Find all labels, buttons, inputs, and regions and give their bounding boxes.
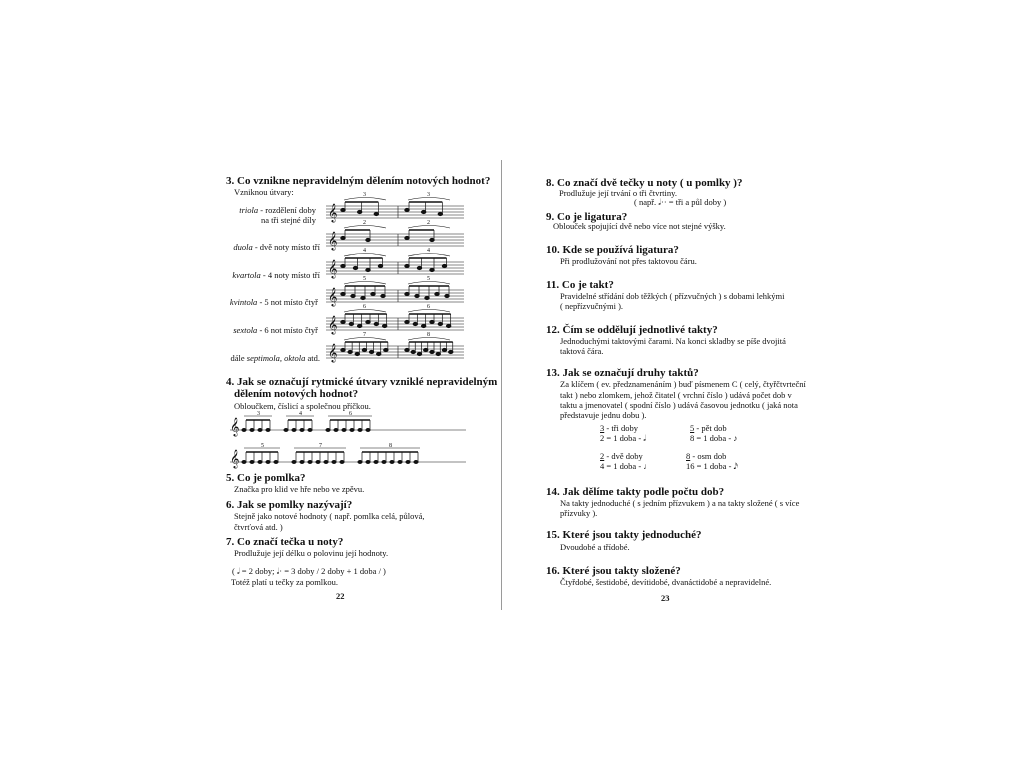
note-head [435, 292, 439, 295]
note-head [366, 428, 370, 431]
note-head [341, 208, 345, 211]
note-head [358, 428, 362, 431]
note-head [341, 348, 345, 351]
note-head [324, 460, 328, 463]
note-head [350, 428, 354, 431]
kvartola-label: kvartola - 4 noty místo tří [232, 270, 320, 280]
note-head [326, 428, 330, 431]
note-head [258, 460, 262, 463]
triola-label: triola - rozdělení doby na tři stejné díly [239, 205, 316, 225]
rhythm-notation [230, 410, 470, 472]
note-head [316, 460, 320, 463]
note-head [348, 350, 352, 353]
note-head [405, 320, 409, 323]
note-head [405, 208, 409, 211]
question-16-title: 16. Které jsou takty složené? [546, 565, 681, 577]
question-13-line2: takt ) nebo zlomkem, jehož čitatel ( vrchní číslo ) udává počet dob v [560, 390, 792, 400]
tuplet-number: 8 [389, 443, 392, 449]
note-head [442, 348, 446, 351]
question-10-text: Při prodlužování not přes taktovou čáru. [560, 256, 697, 266]
note-head [384, 348, 388, 351]
note-head [414, 460, 418, 463]
tuplet-number: 3 [257, 411, 260, 417]
note-head [398, 460, 402, 463]
page-fold [501, 160, 502, 610]
note-head [438, 212, 442, 215]
question-12-title: 12. Čím se oddělují jednotlivé takty? [546, 324, 718, 336]
page-number-23: 23 [661, 593, 670, 603]
treble-clef-icon: 𝄞 [328, 259, 338, 278]
note-head [242, 428, 246, 431]
question-4-title-line2: dělením notových hodnot? [234, 388, 359, 400]
question-13-line3: taktu a jmenovatel ( spodní číslo ) udává časovou jednotku ( jaká nota [560, 400, 798, 410]
question-16-text: Čtyřdobé, šestidobé, devítidobé, dvanáctidobé a nepravidelné. [560, 577, 772, 587]
note-head [353, 266, 357, 269]
question-15-text: Dvoudobé a třídobé. [560, 542, 630, 552]
tuplet-number: 4 [363, 248, 366, 254]
note-head [421, 210, 425, 213]
note-head [366, 460, 370, 463]
tuplet-number: 2 [427, 220, 430, 226]
page-number-22: 22 [336, 591, 345, 601]
note-head [374, 322, 378, 325]
note-head [362, 348, 366, 351]
treble-clef-icon: 𝄞 [328, 315, 338, 334]
note-head [417, 352, 421, 355]
time-signature-2-4: 2 - dvě doby 4 = 1 doba - ♩ [600, 451, 652, 471]
question-4-title-line1: 4. Jak se označují rytmické útvary vzniklé nepravidelným [226, 376, 498, 388]
septimola-label: dále septimola, oktola atd. [230, 353, 320, 363]
question-12-text-line2: taktová čára. [560, 346, 604, 356]
note-head [442, 264, 446, 267]
treble-clef-icon: 𝄞 [230, 449, 240, 468]
note-head [382, 324, 386, 327]
note-head [430, 238, 434, 241]
note-head [374, 212, 378, 215]
note-head [341, 320, 345, 323]
note-head [342, 428, 346, 431]
tuplet-number: 8 [427, 332, 430, 338]
note-head [308, 428, 312, 431]
question-13-line1: Za klíčem ( ev. předznamenáním ) buď písmenem C ( celý, čtyřčtvrteční [560, 379, 806, 389]
note-head [366, 320, 370, 323]
note-head [406, 460, 410, 463]
note-head [242, 460, 246, 463]
question-11-text-line2: ( nepřízvučnými ). [560, 301, 624, 311]
question-8-text: Prodlužuje její trvání o tři čtvrtiny. [559, 188, 677, 198]
note-head [357, 324, 361, 327]
question-12-text-line1: Jednoduchými taktovými čarami. Na konci skladby se píše dvojitá [560, 336, 786, 346]
question-4-text: Obloučkem, číslicí a společnou příčkou. [234, 401, 371, 411]
note-head [382, 460, 386, 463]
question-3-title: 3. Co vznikne nepravidelným dělením notových hodnot? [226, 175, 491, 187]
note-head [357, 210, 361, 213]
time-signature-8-16: 8 - osm dob 16 = 1 doba - 𝅘𝅥𝅯 [686, 451, 738, 471]
note-head [274, 460, 278, 463]
question-7-title: 7. Co značí tečka u noty? [226, 536, 344, 548]
tuplet-number: 3 [363, 192, 366, 198]
question-6-text-line1: Stejně jako notové hodnoty ( např. pomlka celá, půlová, [234, 511, 425, 521]
note-head [250, 428, 254, 431]
note-head [334, 428, 338, 431]
note-head [374, 460, 378, 463]
tuplet-number: 5 [261, 443, 264, 449]
note-head [250, 460, 254, 463]
note-head [436, 352, 440, 355]
note-head [424, 348, 428, 351]
tuplet-number: 4 [299, 411, 302, 417]
note-head [258, 428, 262, 431]
question-5-text: Značka pro klid ve hře nebo ve zpěvu. [234, 484, 365, 494]
tuplet-number: 5 [427, 276, 430, 282]
note-head [381, 294, 385, 297]
question-5-title: 5. Co je pomlka? [226, 472, 306, 484]
tuplet-number: 7 [363, 332, 366, 338]
sextola-label: sextola - 6 not místo čtyř [233, 325, 318, 335]
question-14-text-line1: Na takty jednoduché ( s jedním přízvukem ) a na takty složené ( s více [560, 498, 800, 508]
note-head [355, 352, 359, 355]
note-head [413, 322, 417, 325]
note-head [378, 264, 382, 267]
question-11-title: 11. Co je takt? [546, 279, 614, 291]
note-head [332, 460, 336, 463]
note-head [366, 238, 370, 241]
note-head [421, 324, 425, 327]
question-8-title: 8. Co značí dvě tečky u noty ( u pomlky )? [546, 177, 743, 189]
duola-label: duola - dvě noty místo tří [233, 242, 320, 252]
kvintola-label: kvintola - 5 not místo čtyř [229, 297, 318, 307]
note-head [341, 292, 345, 295]
question-7-text: Prodlužuje její délku o polovinu její hodnoty. [234, 548, 389, 558]
treble-clef-icon: 𝄞 [230, 417, 240, 436]
time-signature-3-2: 3 - tři doby 2 = 1 doba - 𝅗𝅥 [600, 423, 646, 443]
note-head [361, 296, 365, 299]
note-head [405, 264, 409, 267]
note-head [425, 296, 429, 299]
note-head [366, 268, 370, 271]
note-head [341, 236, 345, 239]
note-head [445, 294, 449, 297]
note-head [266, 460, 270, 463]
note-head [358, 460, 362, 463]
note-head [349, 322, 353, 325]
note-head [340, 460, 344, 463]
note-head [430, 350, 434, 353]
tuplet-number: 5 [363, 276, 366, 282]
note-head [284, 428, 288, 431]
question-9-text: Oblouček spojující dvě nebo více not stejné výšky. [553, 221, 726, 231]
question-6-title: 6. Jak se pomlky nazývají? [226, 499, 353, 511]
question-7-example: ( 𝅗𝅥 = 2 doby; 𝅗𝅥· = 3 doby / 2 doby + 1 doba / ) [232, 566, 386, 576]
tuplet-number: 7 [319, 443, 322, 449]
tuplet-number: 6 [427, 304, 430, 310]
note-head [411, 350, 415, 353]
question-8-example: ( např. 𝅗𝅥·· = tři a půl doby ) [634, 197, 727, 207]
note-head [417, 266, 421, 269]
note-head [390, 460, 394, 463]
page-22 [0, 0, 500, 768]
note-head [430, 268, 434, 271]
tuplet-number: 6 [363, 304, 366, 310]
tuplet-number: 3 [427, 192, 430, 198]
question-10-title: 10. Kde se používá ligatura? [546, 244, 679, 256]
note-head [405, 292, 409, 295]
question-9-title: 9. Co je ligatura? [546, 211, 628, 223]
note-head [292, 460, 296, 463]
note-head [266, 428, 270, 431]
note-head [415, 294, 419, 297]
tuplet-number: 2 [363, 220, 366, 226]
question-15-title: 15. Které jsou takty jednoduché? [546, 529, 702, 541]
note-head [438, 322, 442, 325]
tuplet-staves [326, 192, 466, 368]
note-head [369, 350, 373, 353]
treble-clef-icon: 𝄞 [328, 343, 338, 362]
note-head [430, 320, 434, 323]
note-head [371, 292, 375, 295]
tuplet-number: 6 [349, 411, 352, 417]
treble-clef-icon: 𝄞 [328, 203, 338, 222]
time-signature-5-8: 5 - pět dob 8 = 1 doba - ♪ [690, 423, 738, 443]
question-14-text-line2: přízvuky ). [560, 508, 598, 518]
note-head [405, 236, 409, 239]
note-head [300, 460, 304, 463]
note-head [341, 264, 345, 267]
note-head [300, 428, 304, 431]
note-head [446, 324, 450, 327]
tuplet-number: 4 [427, 248, 430, 254]
question-11-text-line1: Pravidelné střídání dob těžkých ( přízvučných ) s dobami lehkými [560, 291, 785, 301]
treble-clef-icon: 𝄞 [328, 231, 338, 250]
question-14-title: 14. Jak dělíme takty podle počtu dob? [546, 486, 725, 498]
treble-clef-icon: 𝄞 [328, 287, 338, 306]
note-head [308, 460, 312, 463]
note-head [449, 350, 453, 353]
question-3-intro: Vzniknou útvary: [234, 187, 294, 197]
question-6-text-line2: čtvrťová atd. ) [234, 522, 283, 532]
note-head [292, 428, 296, 431]
note-head [351, 294, 355, 297]
question-7-note: Totéž platí u tečky za pomlkou. [231, 577, 339, 587]
question-13-line4: představuje jednu dobu ). [560, 410, 647, 420]
page-23 [504, 0, 1024, 768]
note-head [377, 352, 381, 355]
note-head [405, 348, 409, 351]
question-13-title: 13. Jak se označují druhy taktů? [546, 367, 699, 379]
